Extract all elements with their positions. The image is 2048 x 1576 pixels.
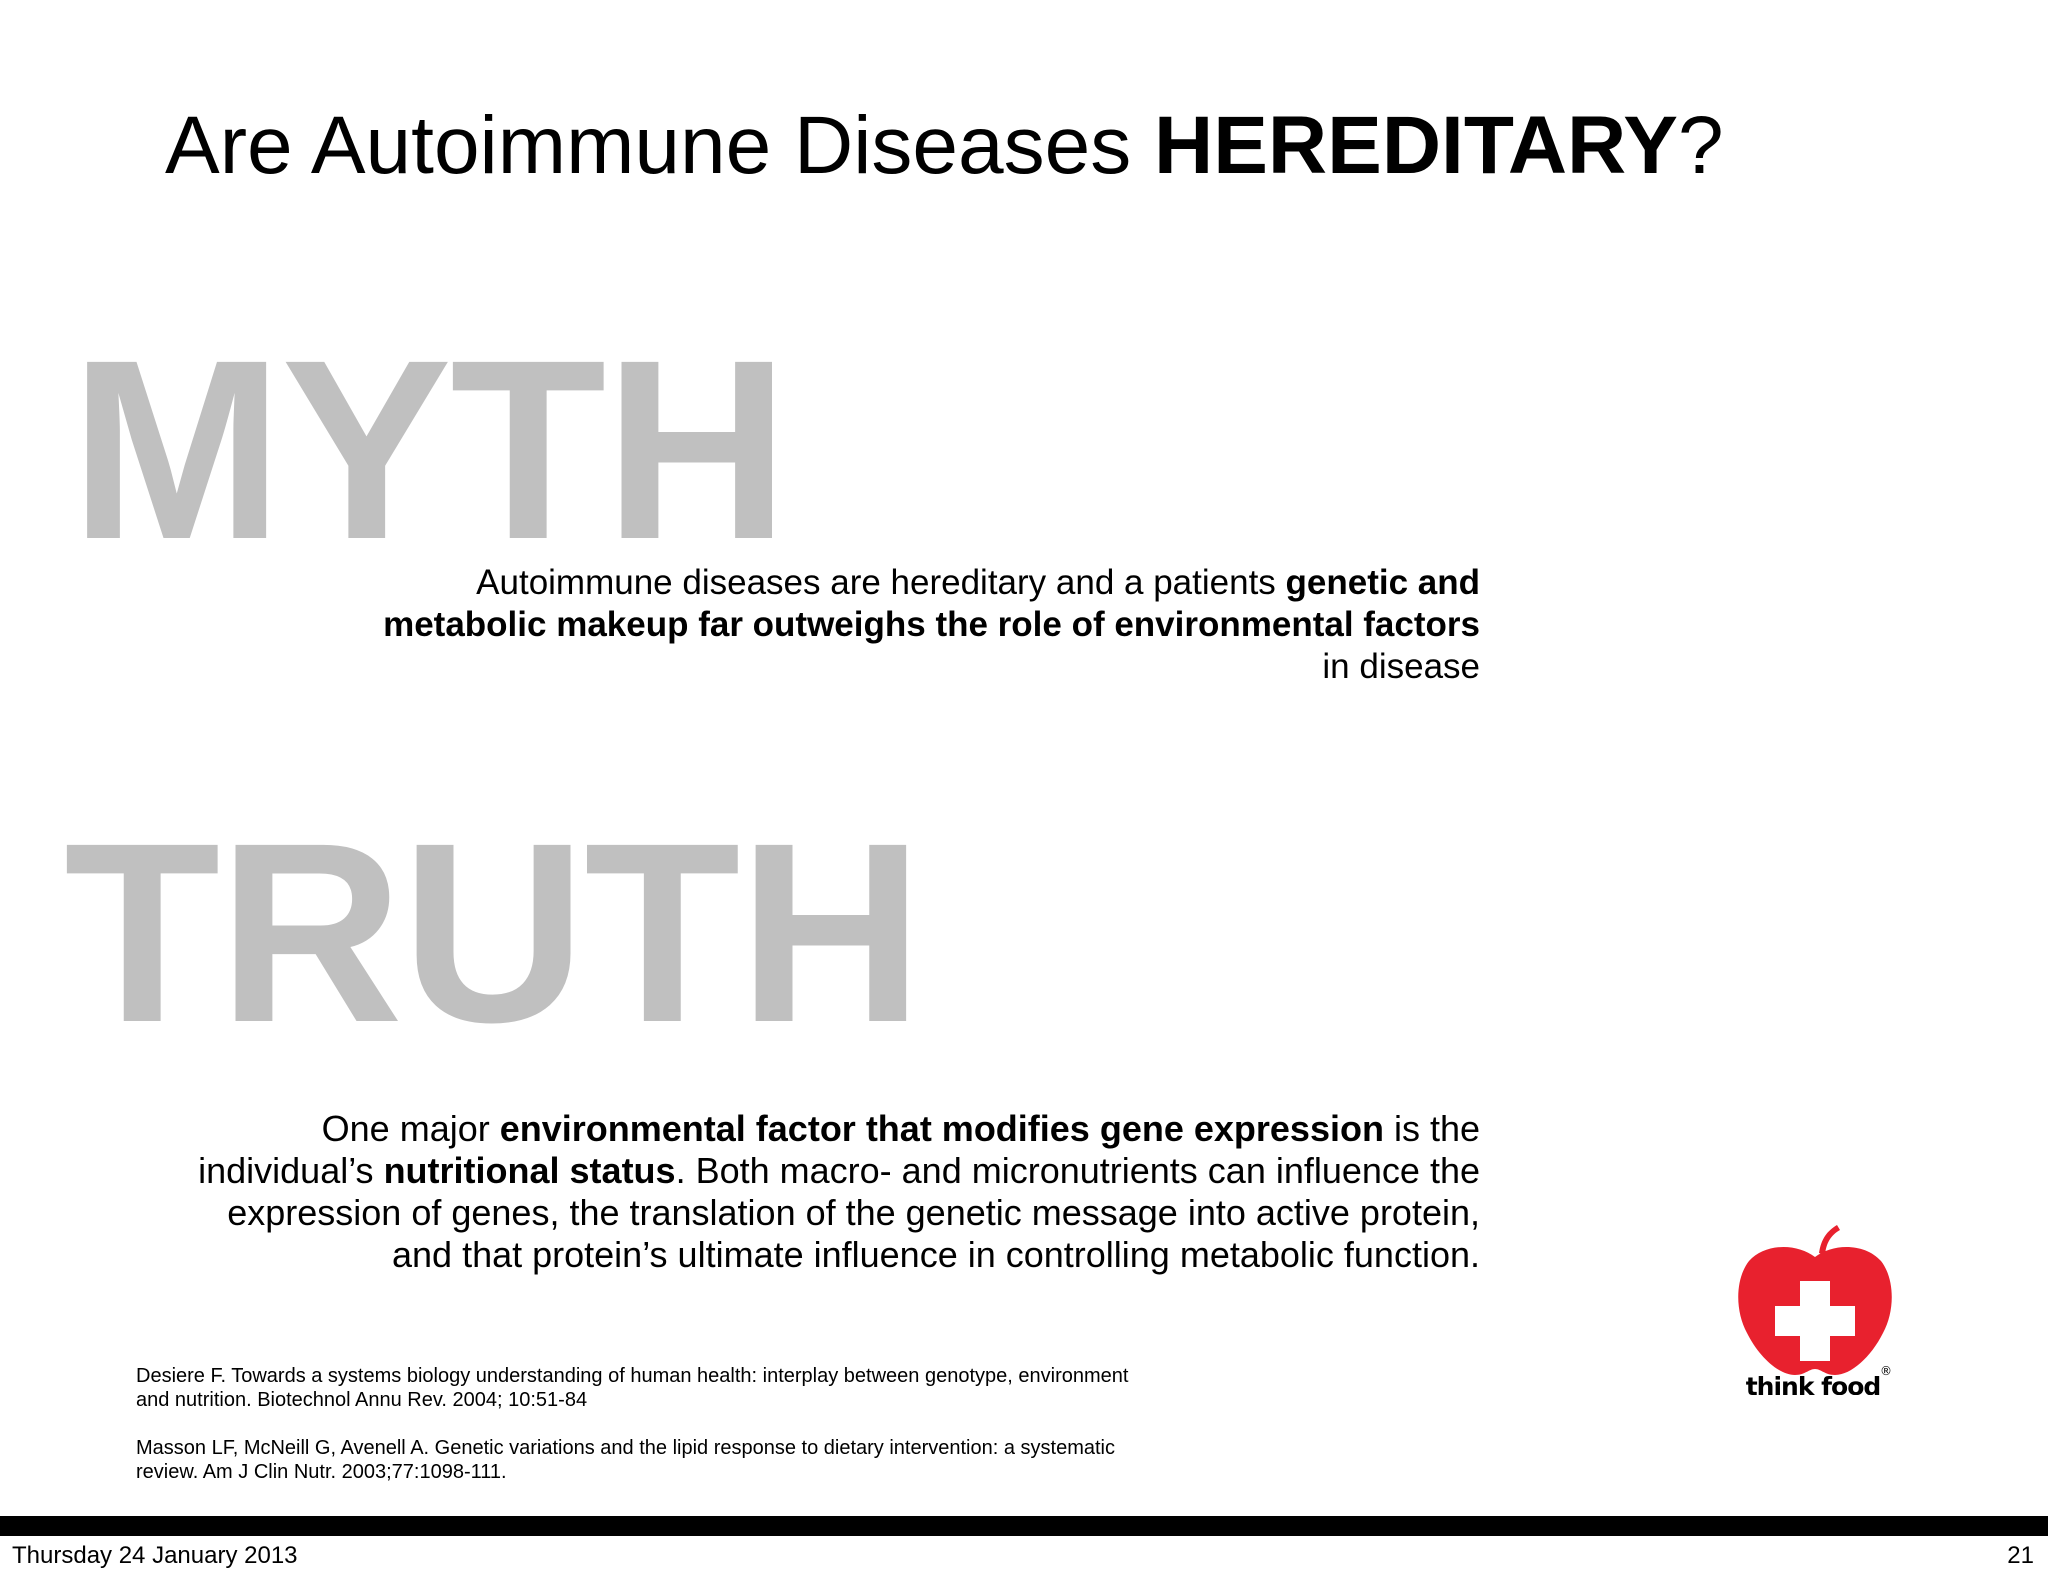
title-emphasis: HEREDITARY [1154, 100, 1678, 191]
truth-text-bold1: environmental factor that modifies gene expression [499, 1108, 1384, 1149]
references [136, 1364, 1136, 1508]
footer-date: Thursday 24 January 2013 [12, 1542, 298, 1569]
truth-text-part1: One major [321, 1108, 500, 1149]
footer-divider [0, 1516, 2048, 1536]
apple-cross-icon [1738, 1225, 1892, 1375]
myth-text [380, 562, 1480, 688]
page-number: 21 [2007, 1542, 2034, 1569]
myth-text-part1: Autoimmune diseases are hereditary and a patients [476, 563, 1286, 602]
think-food-logo [1735, 1215, 1895, 1395]
truth-heading: TRUTH [64, 790, 922, 1076]
truth-text [180, 1108, 1480, 1276]
title-prefix: Are Autoimmune Diseases [165, 100, 1155, 191]
truth-text-part3: . Both macro- and micronutrients can influence the expression of genes, the translation of the genetic message into active protein, and that protein’s ultimate influence in controlling metabolic function. [227, 1150, 1480, 1275]
myth-text-bold1: genetic and metabolic makeup far outweighs the role of environmental factors [383, 563, 1480, 644]
truth-text-part2: is the individual’s [198, 1108, 1480, 1191]
slide-title [165, 98, 1724, 194]
title-suffix: ? [1677, 100, 1724, 191]
myth-heading: MYTH [70, 307, 788, 593]
reference-item: Masson LF, McNeill G, Avenell A. Genetic variations and the lipid response to dietary intervention: a systematic review. Am J Clin Nutr. 2003;77:1098-111. [136, 1437, 1116, 1483]
truth-text-bold2: nutritional status [383, 1150, 676, 1191]
myth-text-part2: in disease [1322, 647, 1480, 686]
reference-item: Desiere F. Towards a systems biology understanding of human health: interplay between genotype, environment and nutrition. Biotechnol Annu Rev. 2004; 10:51-84 [136, 1365, 1129, 1411]
logo-text: think food [1745, 1372, 1881, 1395]
registered-mark: ® [1880, 1364, 1892, 1378]
